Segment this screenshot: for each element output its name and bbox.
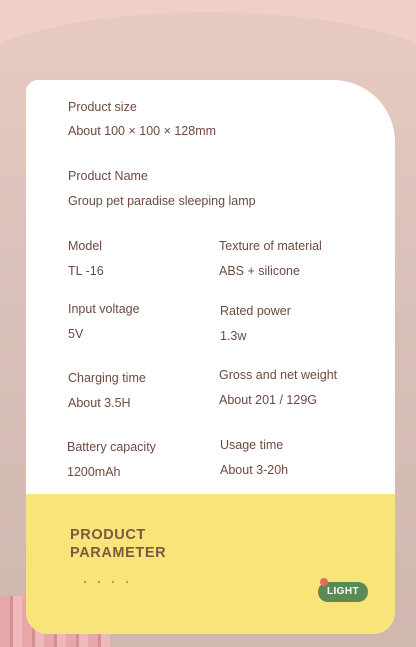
spec-value-material: ABS + silicone	[219, 264, 300, 278]
spec-label-battery: Battery capacity	[67, 440, 156, 454]
spec-label-product-size: Product size	[68, 100, 137, 114]
light-indicator-icon	[320, 578, 328, 586]
spec-label-usage-time: Usage time	[220, 438, 284, 452]
decorative-dots	[78, 580, 128, 584]
footer-title-line1: PRODUCT	[70, 527, 146, 543]
spec-label-input-voltage: Input voltage	[68, 302, 140, 316]
spec-value-model: TL -16	[68, 264, 104, 278]
light-button[interactable]: LIGHT	[318, 582, 368, 602]
spec-value-product-size: About 100 × 100 × 128mm	[68, 124, 217, 138]
spec-value-weight: About 201 / 129G	[219, 393, 317, 407]
spec-label-model: Model	[68, 239, 103, 253]
spec-card	[26, 80, 395, 634]
parameter-footer	[26, 494, 395, 634]
spec-value-rated-power: 1.3w	[220, 329, 247, 343]
spec-value-product-name: Group pet paradise sleeping lamp	[68, 194, 256, 208]
spec-value-battery: 1200mAh	[67, 465, 121, 479]
footer-title-line2: PARAMETER	[70, 545, 167, 561]
spec-label-rated-power: Rated power	[220, 304, 291, 318]
spec-value-charging-time: About 3.5H	[68, 396, 131, 410]
spec-value-usage-time: About 3-20h	[220, 463, 289, 477]
spec-label-charging-time: Charging time	[68, 371, 146, 385]
spec-value-input-voltage: 5V	[68, 327, 84, 341]
spec-label-material: Texture of material	[219, 239, 322, 253]
spec-label-product-name: Product Name	[68, 169, 148, 183]
spec-label-weight: Gross and net weight	[219, 368, 338, 382]
